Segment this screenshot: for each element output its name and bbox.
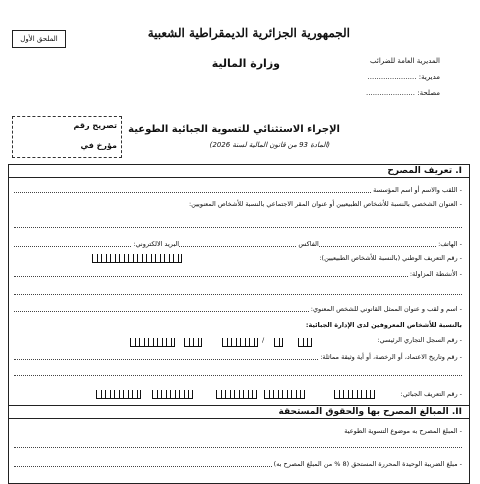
tax-id-boxes-5[interactable] — [96, 390, 141, 399]
address-line[interactable] — [14, 227, 462, 228]
cr-boxes-1[interactable] — [298, 338, 312, 347]
declaration-date-label: مؤرخ في — [80, 141, 117, 150]
ministry-title: وزارة المالية — [211, 57, 280, 70]
approval-line[interactable] — [14, 375, 462, 376]
known-persons-heading: بالنسبة للأشخاص المعروفين لدى الإدارة الجبائية: — [305, 321, 462, 329]
declared-amount-field[interactable]: - المبلغ المصرح به موضوع التسوية الطوعية — [344, 427, 462, 435]
declaration-number-box — [12, 116, 122, 158]
section2-header — [8, 405, 470, 419]
tax-id-boxes-2[interactable] — [264, 390, 305, 399]
cr-boxes-4[interactable] — [184, 338, 202, 347]
section1-header — [8, 164, 470, 178]
single-tax-field[interactable]: - مبلغ الضريبة الوحيدة المحررة المستحق (8 % من المبلغ المصرح به) — [14, 458, 462, 468]
annex-label: الملحق الأول — [12, 30, 66, 48]
tax-id-boxes-4[interactable] — [152, 390, 193, 399]
tax-id-label: - رقم التعريف الجبائي: — [400, 390, 462, 398]
contact-field[interactable]: - الهاتف: الفاكس البريد الالكتروني: — [14, 238, 462, 248]
tax-id-boxes-3[interactable] — [216, 390, 257, 399]
section2-title: II. المبالغ المصرح بها والحقوق المستحقة — [278, 407, 462, 417]
directorate-label: المديرية العامة للضرائب — [370, 57, 440, 65]
declared-amount-line[interactable] — [14, 447, 462, 448]
surname-field[interactable]: - اللقب والاسم أو اسم المؤسسة — [14, 184, 462, 194]
address-field[interactable]: - العنوان الشخصي بالنسبة للأشخاص الطبيعيين أو عنوان المقر الاجتماعي بالنسبة للأشخاص المعنويين: — [188, 200, 462, 208]
commerce-register-label: - رقم السجل التجاري الرئيسي: — [377, 336, 462, 344]
nin-boxes[interactable] — [92, 254, 182, 263]
nin-label: - رقم التعريف الوطني (بالنسبة للأشخاص الطبيعيين): — [319, 254, 462, 262]
procedure-title: الإجراء الاستثنائي للتسوية الجبائية الطوعية — [128, 124, 340, 135]
cr-boxes-3[interactable] — [222, 338, 258, 347]
section1-title: I. تعريف المصرح — [387, 166, 462, 176]
declaration-number-label: تصريح رقم — [73, 121, 117, 130]
procedure-subtitle: (المادة 93 من قانون المالية لسنة 2026) — [209, 141, 330, 149]
approval-field[interactable]: - رقم وتاريخ الاعتماد، أو الرخصة، أو أية وثيقة مماثلة: — [14, 351, 462, 361]
mudiriya-label: مديرية: ...................... — [367, 73, 440, 81]
legal-rep-field[interactable]: - اسم و لقب و عنوان الممثل القانوني للشخص المعنوي: — [14, 303, 462, 313]
cr-boxes-2[interactable] — [274, 338, 283, 347]
activities-field[interactable]: - الأنشطة المزاولة: — [14, 268, 462, 278]
cr-boxes-5[interactable] — [130, 338, 175, 347]
tax-id-boxes-1[interactable] — [334, 390, 375, 399]
activities-line[interactable] — [14, 294, 462, 295]
maslaha-label: مصلحة: ...................... — [366, 89, 440, 97]
republic-title: الجمهورية الجزائرية الديمقراطية الشعبية — [147, 26, 350, 40]
